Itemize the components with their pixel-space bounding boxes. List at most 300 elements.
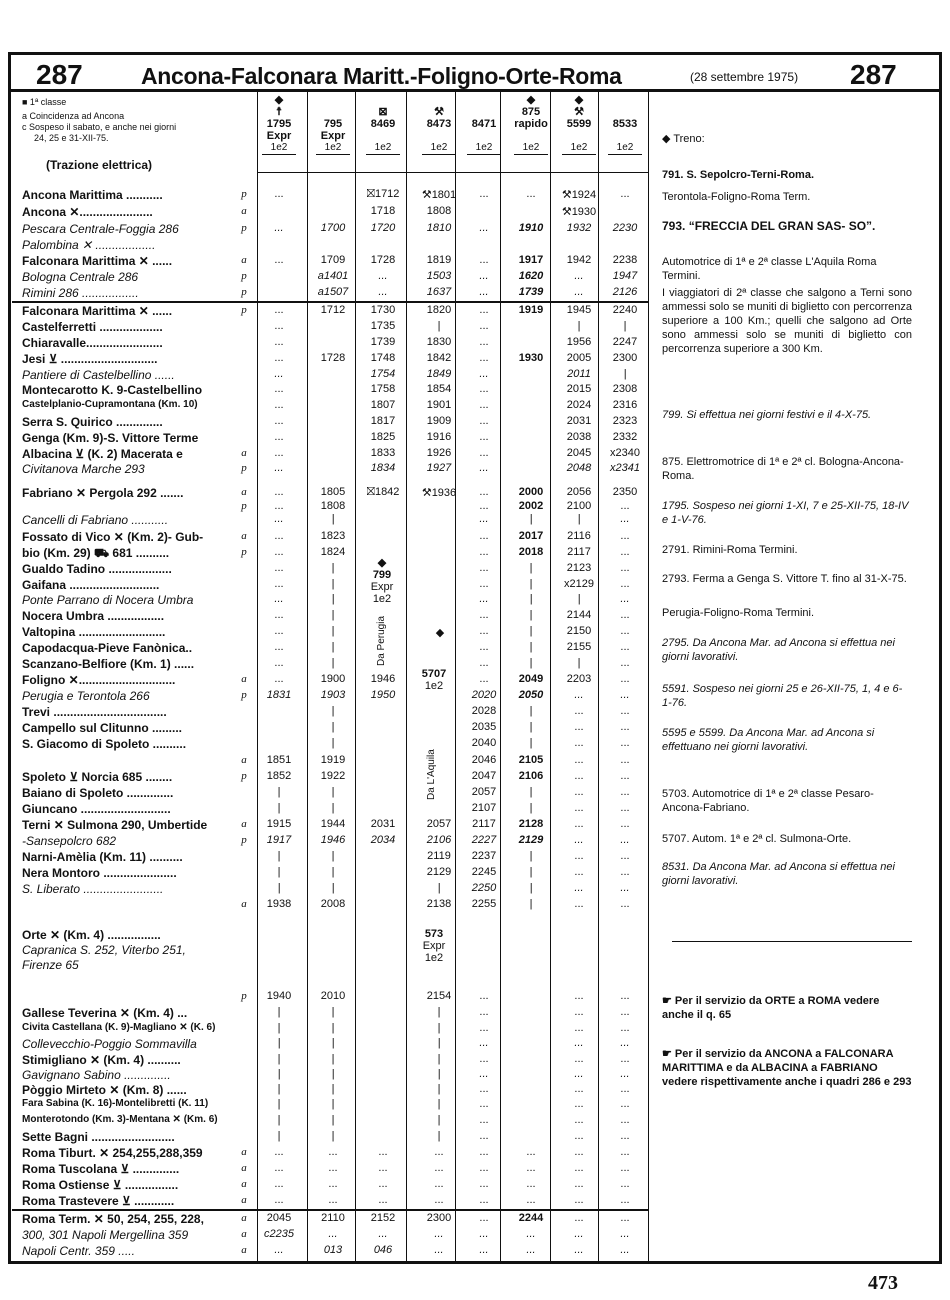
time-cell: 1910 <box>518 222 544 234</box>
time-cell: 1831 <box>266 689 292 701</box>
time-cell: 2015 <box>566 383 592 395</box>
time-cell: ... <box>574 1178 584 1190</box>
time-cell: 2038 <box>566 431 592 443</box>
station-name: 300, 301 Napoli Mergellina 359 <box>22 1228 189 1242</box>
time-cell: ... <box>620 641 630 653</box>
time-cell: 2046 <box>471 754 497 766</box>
time-cell: 2034 <box>370 834 396 846</box>
train-symbol: ☨ <box>276 106 282 118</box>
time-cell: 1805 <box>320 486 346 498</box>
time-cell: 1810 <box>426 222 452 234</box>
time-cell: 2000 <box>518 486 544 498</box>
station-name: Roma Term. ✕ 50, 254, 255, 228, <box>22 1212 204 1226</box>
station-name: Nera Montoro ...................... <box>22 866 177 880</box>
train-class: 1e2 <box>514 142 548 155</box>
station-name: Rimini 286 ................. <box>22 286 139 300</box>
time-cell: | <box>529 609 533 621</box>
time-cell: | <box>623 368 627 380</box>
time-cell: 2005 <box>566 352 592 364</box>
time-cell: | <box>331 1006 335 1018</box>
time-cell: 2308 <box>612 383 638 395</box>
time-cell: 2050 <box>518 689 544 701</box>
time-cell: ... <box>274 399 284 411</box>
time-cell: ... <box>274 500 284 512</box>
time-cell: ... <box>479 1114 489 1126</box>
time-cell: ... <box>574 754 584 766</box>
station-name: Gavignano Sabino .............. <box>22 1068 171 1082</box>
time-cell: 2031 <box>370 818 396 830</box>
arrival-departure-flag: p <box>241 500 247 512</box>
train-5707-class: 1e2 <box>424 680 444 692</box>
time-cell: ... <box>620 882 630 894</box>
header-rule <box>258 172 648 173</box>
train-marker <box>602 94 648 106</box>
time-cell: 1942 <box>566 254 592 266</box>
time-cell: ... <box>620 1178 630 1190</box>
arrival-departure-flag: p <box>241 462 247 474</box>
time-cell: ... <box>620 562 630 574</box>
time-cell: ... <box>620 657 630 669</box>
station-name: Pantiere di Castelbellino ...... <box>22 368 175 382</box>
time-cell: ... <box>620 1083 630 1095</box>
time-cell: 1932 <box>566 222 592 234</box>
train-header <box>416 94 462 155</box>
time-cell: ... <box>620 898 630 910</box>
time-cell: ... <box>620 1228 630 1240</box>
time-cell: 1944 <box>320 818 346 830</box>
time-cell: | <box>331 737 335 749</box>
time-cell: ... <box>479 609 489 621</box>
time-cell: | <box>277 850 281 862</box>
time-cell: 1833 <box>370 447 396 459</box>
time-cell: ... <box>378 1194 388 1206</box>
time-cell: ... <box>479 1194 489 1206</box>
time-cell: 2332 <box>612 431 638 443</box>
time-cell: 2048 <box>566 462 592 474</box>
time-cell: ... <box>574 898 584 910</box>
time-cell: 2010 <box>320 990 346 1002</box>
note-2791: 2791. Rimini-Roma Termini. <box>662 544 798 556</box>
train-symbol: ⚒ <box>434 106 444 118</box>
train-573-header <box>412 928 456 964</box>
time-cell: 2047 <box>471 770 497 782</box>
time-cell: 1825 <box>370 431 396 443</box>
time-cell: ... <box>274 336 284 348</box>
time-cell: 1946 <box>370 673 396 685</box>
notes-divider <box>672 941 912 942</box>
station-name: Serra S. Quirico .............. <box>22 415 163 429</box>
time-cell: ... <box>574 834 584 846</box>
da-aquila-label: Da L'Aquila <box>426 749 437 800</box>
time-cell: 2057 <box>426 818 452 830</box>
time-cell: c2235 <box>264 1228 294 1240</box>
time-cell: ... <box>378 1162 388 1174</box>
note-treno: ◆ Treno: <box>662 133 705 145</box>
time-cell: | <box>529 802 533 814</box>
time-cell: | <box>577 657 581 669</box>
time-cell: 2105 <box>518 754 544 766</box>
time-cell: 2045 <box>266 1212 292 1224</box>
time-cell: ... <box>574 1212 584 1224</box>
time-cell: | <box>529 578 533 590</box>
station-name: Castelferretti ................... <box>22 320 163 334</box>
time-cell: 2323 <box>612 415 638 427</box>
time-cell: 1854 <box>426 383 452 395</box>
arrival-departure-flag: a <box>241 898 247 910</box>
time-cell: 2203 <box>566 673 592 685</box>
station-name: Monterotondo (Km. 3)-Mentana ✕ (Km. 6) <box>22 1114 218 1125</box>
time-cell: ... <box>479 431 489 443</box>
station-name: Foligno ✕............................. <box>22 673 176 687</box>
time-cell: ... <box>479 500 489 512</box>
time-cell: 1834 <box>370 462 396 474</box>
time-cell: | <box>331 1037 335 1049</box>
time-cell: | <box>437 1068 441 1080</box>
time-cell: | <box>529 721 533 733</box>
time-cell: 2107 <box>471 802 497 814</box>
time-cell: ... <box>479 486 489 498</box>
arrival-departure-flag: a <box>241 1162 247 1174</box>
traction-note: (Trazione elettrica) <box>46 158 153 172</box>
time-cell: ... <box>620 1098 630 1110</box>
time-cell: ... <box>328 1194 338 1206</box>
edition-date: (28 settembre 1975) <box>690 70 799 84</box>
station-name: Spoleto ⊻ Norcia 685 ........ <box>22 770 173 784</box>
station-name: Orte ✕ (Km. 4) ................ <box>22 928 161 942</box>
time-cell: ... <box>574 1244 584 1256</box>
train-number: 1795 <box>266 118 292 130</box>
time-cell: | <box>437 320 441 332</box>
time-cell: 1947 <box>612 270 638 282</box>
time-cell: 1754 <box>370 368 396 380</box>
legend-coincidenza: a Coincidenza ad Ancona <box>22 111 125 121</box>
station-name: Nocera Umbra ................. <box>22 609 165 623</box>
station-name: Roma Tiburt. ✕ 254,255,288,359 <box>22 1146 203 1160</box>
train-class: 1e2 <box>608 142 642 155</box>
time-cell: | <box>529 866 533 878</box>
time-cell: | <box>437 1130 441 1142</box>
time-cell: ⚒1801 <box>421 189 457 201</box>
time-cell: ... <box>479 336 489 348</box>
time-cell: ... <box>274 1162 284 1174</box>
time-cell: ... <box>574 1083 584 1095</box>
time-cell: ... <box>274 625 284 637</box>
train-kind <box>602 130 648 142</box>
time-cell: a1401 <box>317 270 349 282</box>
arrival-departure-flag: p <box>241 270 247 282</box>
time-cell: ... <box>620 513 630 525</box>
time-cell: ... <box>378 286 388 298</box>
time-cell: ... <box>620 1114 630 1126</box>
time-cell: x2340 <box>610 447 640 459</box>
train-class: 1e2 <box>366 142 400 155</box>
time-cell: ⚒1924 <box>561 189 597 201</box>
time-cell: ... <box>574 1114 584 1126</box>
time-cell: ... <box>274 222 284 234</box>
arrival-departure-flag: a <box>241 1228 247 1240</box>
time-cell: ... <box>479 399 489 411</box>
time-cell: ... <box>574 1006 584 1018</box>
time-cell: 1819 <box>426 254 452 266</box>
time-cell: 1823 <box>320 530 346 542</box>
train-class: 1e2 <box>316 142 350 155</box>
arrival-departure-flag: p <box>241 304 247 316</box>
time-cell: 2245 <box>471 866 497 878</box>
time-cell: 1807 <box>370 399 396 411</box>
time-cell: ... <box>620 1162 630 1174</box>
train-marker <box>310 94 356 106</box>
time-cell: | <box>437 1006 441 1018</box>
time-cell: ... <box>574 270 584 282</box>
station-name: Baiano di Spoleto .............. <box>22 786 174 800</box>
legend-first-class: ■ 1ª classe <box>22 97 67 107</box>
time-cell: 2106 <box>426 834 452 846</box>
time-cell: ... <box>274 188 284 200</box>
station-name: Bologna Centrale 286 <box>22 270 139 284</box>
time-cell: ... <box>434 1228 444 1240</box>
train-class: 1e2 <box>422 142 456 155</box>
station-name: Fara Sabina (K. 16)-Montelibretti (K. 11) <box>22 1098 209 1109</box>
time-cell: | <box>331 578 335 590</box>
arrival-departure-flag: a <box>241 673 247 685</box>
arrival-departure-flag: p <box>241 689 247 701</box>
station-name: -Sansepolcro 682 <box>22 834 117 848</box>
arrival-departure-flag: a <box>241 205 247 217</box>
time-cell: ... <box>526 1228 536 1240</box>
time-cell: 2045 <box>566 447 592 459</box>
time-cell: 1503 <box>426 270 452 282</box>
time-cell: ... <box>479 578 489 590</box>
time-cell: x2129 <box>564 578 594 590</box>
station-name: Falconara Marittima ✕ ...... <box>22 304 173 318</box>
time-cell: 2129 <box>426 866 452 878</box>
time-cell: ... <box>479 1130 489 1142</box>
train-kind <box>360 130 406 142</box>
time-cell: ... <box>274 562 284 574</box>
station-name: bio (Km. 29) ⛟ 681 .......... <box>22 546 170 560</box>
time-cell: 1900 <box>320 673 346 685</box>
time-cell: 2031 <box>566 415 592 427</box>
section-rule <box>12 301 648 303</box>
station-name: Terni ✕ Sulmona 290, Umbertide <box>22 818 208 832</box>
station-name: Pòggio Mirteto ✕ (Km. 8) ...... <box>22 1083 187 1097</box>
time-cell: ... <box>479 188 489 200</box>
time-cell: ... <box>620 721 630 733</box>
train-number: 8469 <box>370 118 396 130</box>
time-cell: | <box>529 657 533 669</box>
time-cell: 2100 <box>566 500 592 512</box>
time-cell: 2255 <box>471 898 497 910</box>
time-cell: ... <box>574 1037 584 1049</box>
time-cell: ... <box>620 1194 630 1206</box>
time-cell: 2244 <box>518 1212 544 1224</box>
time-cell: 2119 <box>427 850 451 862</box>
station-name: Castelplanio-Cupramontana (Km. 10) <box>22 399 198 410</box>
train-number: rapido <box>514 118 548 130</box>
station-name: Capodacqua-Pieve Fanònica.. <box>22 641 193 655</box>
route-title: Ancona-Falconara Maritt.-Foligno-Orte-Roma <box>141 63 622 89</box>
time-cell: ... <box>274 593 284 605</box>
train-symbol <box>310 106 356 118</box>
arrival-departure-flag: p <box>241 770 247 782</box>
train-symbol <box>461 106 507 118</box>
time-cell: 046 <box>373 1244 393 1256</box>
time-cell: ... <box>620 500 630 512</box>
time-cell: | <box>331 786 335 798</box>
time-cell: 1915 <box>266 818 292 830</box>
train-symbol: ⊠ <box>378 106 388 118</box>
time-cell: ... <box>574 1022 584 1034</box>
station-name: Civita Castellana (K. 9)-Magliano ✕ (K. 6) <box>22 1022 216 1033</box>
time-cell: ... <box>479 352 489 364</box>
time-cell: ... <box>479 1178 489 1190</box>
time-cell: ... <box>620 1022 630 1034</box>
time-cell: ... <box>479 1083 489 1095</box>
time-cell: ... <box>574 882 584 894</box>
arrival-departure-flag: a <box>241 754 247 766</box>
time-cell: ... <box>479 990 489 1002</box>
time-cell: 1808 <box>320 500 346 512</box>
time-cell: ... <box>620 990 630 1002</box>
time-cell: | <box>331 609 335 621</box>
time-cell: 1950 <box>370 689 396 701</box>
time-cell: ... <box>574 770 584 782</box>
time-cell: ... <box>274 486 284 498</box>
train-header <box>360 94 406 155</box>
arrival-departure-flag: a <box>241 1194 247 1206</box>
timetable-header <box>8 58 942 92</box>
station-name: Ponte Parrano di Nocera Umbra <box>22 593 194 607</box>
time-cell: ... <box>274 1194 284 1206</box>
time-cell: | <box>529 625 533 637</box>
time-cell: ... <box>620 546 630 558</box>
note-2795: 2795. Da Ancona Mar. ad Ancona si effettua nei giorni lavorativi. <box>662 637 895 663</box>
time-cell: | <box>277 1022 281 1034</box>
time-cell: ... <box>479 1098 489 1110</box>
arrival-departure-flag: a <box>241 1212 247 1224</box>
time-cell: | <box>331 850 335 862</box>
station-name: Stimigliano ✕ (Km. 4) .......... <box>22 1053 181 1067</box>
station-name: Roma Ostiense ⊻ ................ <box>22 1178 179 1192</box>
time-cell: | <box>331 641 335 653</box>
station-name: Campello sul Clitunno ......... <box>22 721 183 735</box>
train-number: 8471 <box>471 118 497 130</box>
time-cell: | <box>437 1114 441 1126</box>
time-cell: ... <box>479 1162 489 1174</box>
legend-dates: 24, 25 e 31-XII-75. <box>34 133 109 143</box>
time-cell: 1849 <box>426 368 452 380</box>
time-cell: ... <box>274 513 284 525</box>
time-cell: | <box>331 625 335 637</box>
station-name: Cancelli di Fabriano ........... <box>22 513 169 527</box>
time-cell: ... <box>479 304 489 316</box>
note-5595: 5595 e 5599. Da Ancona Mar. ad Ancona si effettuano nei giorni lavorativi. <box>662 727 875 753</box>
time-cell: | <box>437 1098 441 1110</box>
time-cell: 1700 <box>320 222 346 234</box>
time-cell: 2247 <box>612 336 638 348</box>
time-cell: ... <box>574 1228 584 1240</box>
train-kind <box>508 130 554 142</box>
time-cell: ... <box>434 1244 444 1256</box>
time-cell: | <box>331 513 335 525</box>
station-name: Genga (Km. 9)-S. Vittore Terme <box>22 431 199 445</box>
train-marker: ◆ <box>274 94 284 106</box>
station-name: Gualdo Tadino ................... <box>22 562 172 576</box>
time-cell: 1922 <box>320 770 346 782</box>
time-cell: ... <box>526 1178 536 1190</box>
time-cell: 1852 <box>266 770 292 782</box>
time-cell: ⚒1936 <box>421 487 457 499</box>
train-kind: Expr <box>266 130 292 142</box>
time-cell: ... <box>479 320 489 332</box>
train-marker <box>416 94 462 106</box>
station-name: Firenze 65 <box>22 958 79 972</box>
time-cell: | <box>437 1083 441 1095</box>
time-cell: 1718 <box>370 205 396 217</box>
time-cell: ... <box>620 530 630 542</box>
time-cell: | <box>577 593 581 605</box>
time-cell: ... <box>274 657 284 669</box>
time-cell: ... <box>378 1178 388 1190</box>
time-cell: 2240 <box>612 304 638 316</box>
time-cell: | <box>331 657 335 669</box>
station-name: Valtopina .......................... <box>22 625 166 639</box>
time-cell: ... <box>479 270 489 282</box>
note-791-b: Terontola-Foligno-Roma Term. <box>662 191 811 203</box>
time-cell: ... <box>620 818 630 830</box>
time-cell: ... <box>574 1146 584 1158</box>
time-cell: 2002 <box>518 500 544 512</box>
time-cell: | <box>277 1068 281 1080</box>
time-cell: | <box>331 705 335 717</box>
time-cell: | <box>277 1130 281 1142</box>
station-name: S. Liberato ........................ <box>22 882 164 896</box>
time-cell: 1945 <box>566 304 592 316</box>
note-2793: 2793. Ferma a Genga S. Vittore T. fino al 31-X-75. <box>662 573 907 585</box>
time-cell: 2024 <box>566 399 592 411</box>
station-name: Ancona Marittima ........... <box>22 188 163 202</box>
station-name: Narni-Amèlia (Km. 11) .......... <box>22 850 183 864</box>
time-cell: ... <box>620 1130 630 1142</box>
time-cell: ... <box>574 1130 584 1142</box>
time-cell: 1730 <box>370 304 396 316</box>
time-cell: 2106 <box>518 770 544 782</box>
time-cell: 1917 <box>518 254 544 266</box>
time-cell: ... <box>274 352 284 364</box>
time-cell: ... <box>620 609 630 621</box>
time-cell: | <box>437 1022 441 1034</box>
station-name: Civitanova Marche 293 <box>22 462 145 476</box>
time-cell: | <box>277 1114 281 1126</box>
time-cell: 2110 <box>321 1212 345 1224</box>
station-name: Capranica S. 252, Viterbo 251, <box>22 943 186 957</box>
time-cell: ... <box>574 705 584 717</box>
time-cell: 2123 <box>566 562 592 574</box>
time-cell: | <box>529 882 533 894</box>
time-cell: | <box>529 641 533 653</box>
time-cell: ... <box>574 786 584 798</box>
time-cell: | <box>331 866 335 878</box>
station-name: Palombina ✕ .................. <box>22 238 156 252</box>
time-cell: ⛝1842 <box>366 486 400 498</box>
time-cell: ... <box>574 802 584 814</box>
ref-orte-roma-text: Per il servizio da ORTE a ROMA vedere anche il q. 65 <box>662 995 880 1021</box>
table-number-right: 287 <box>850 59 897 90</box>
time-cell: ... <box>274 609 284 621</box>
train-marker: ◆ <box>574 94 584 106</box>
station-name: Montecarotto K. 9-Castelbellino <box>22 383 203 397</box>
time-cell: 1709 <box>320 254 346 266</box>
